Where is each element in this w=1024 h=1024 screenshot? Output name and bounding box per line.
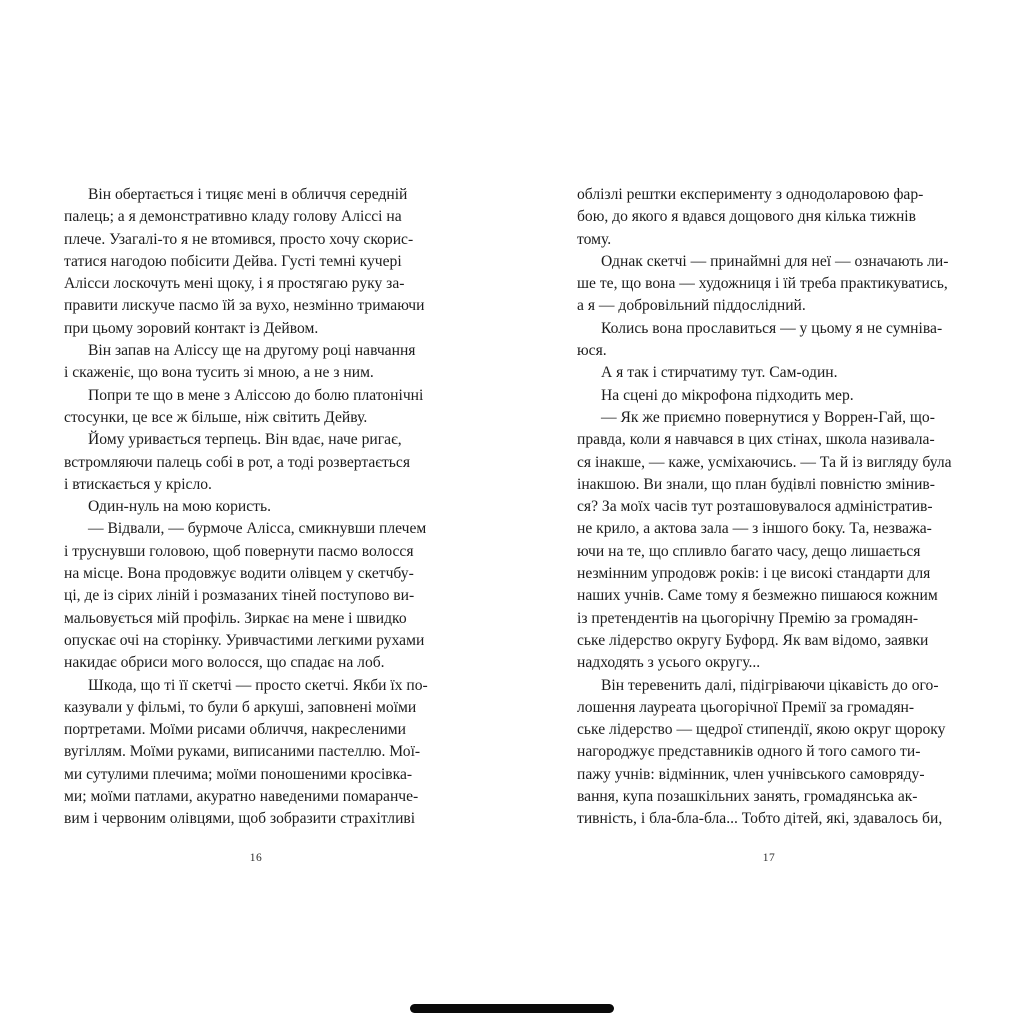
text-line: тивність, і бла-бла-бла... Тобто дітей, які, здавалось би, (577, 810, 943, 828)
text-line: На сцені до мікрофона підходить мер. (601, 386, 854, 404)
text-line: Йому уривається терпець. Він вдає, наче ригає, (88, 431, 402, 449)
text-line: вим і червоним олівцями, щоб зобразити страхітливі (64, 810, 416, 828)
page-right (577, 184, 961, 864)
text-line: Однак скетчі — принаймні для неї — означають ли- (601, 252, 949, 270)
text-line: Він обертається і тицяє мені в обличчя середній (88, 186, 408, 203)
text-line: надходять з усього округу... (577, 654, 761, 672)
text-line: ми; моїми патлами, акуратно наведеними помаранче- (64, 788, 419, 806)
text-line: облізлі рештки експерименту з однодоларовою фар- (577, 186, 924, 203)
text-line: стосунки, це все ж більше, ніж світить Дейву. (64, 408, 368, 426)
text-line: ське лідерство — щедрої стипендії, якою округ щороку (577, 721, 946, 739)
text-line: — Як же приємно повернутися у Воррен-Гай, що- (601, 408, 935, 426)
text-line: Колись вона прославиться — у цьому я не сумніва- (601, 319, 943, 337)
text-line: Один-нуль на мою користь. (88, 498, 271, 516)
text-line: ючи на те, що спливло багато часу, дещо лишається (577, 542, 921, 560)
text-line: встромляючи палець собі в рот, а тоді розвертається (64, 453, 411, 471)
text-line: Попри те що в мене з Аліссою до болю платонічні (88, 386, 424, 404)
text-line: плече. Узагалі-то я не втомився, просто хочу скорис- (64, 230, 414, 248)
text-line: ся інакше, — каже, усміхаючись. — Та й із вигляду була (577, 453, 952, 471)
text-line: пажу учнів: відмінник, член учнівського самовряду- (577, 765, 925, 783)
text-line: ше те, що вона — художниця і їй треба практикуватись, (577, 275, 948, 293)
text-line: на місце. Вона продовжує водити олівцем у скетчбу- (64, 565, 414, 583)
text-line: Алісси лоскочуть мені щоку, і я простягаю руку за- (64, 275, 405, 293)
text-line: Він запав на Аліссу ще на другому році навчання (88, 342, 416, 360)
page-right-text (577, 184, 961, 831)
page-number-left: 16 (249, 851, 263, 864)
text-line: ське лідерство округу Буфорд. Як вам відомо, заявки (577, 631, 929, 649)
text-line: А я так і стирчатиму тут. Сам-один. (601, 364, 838, 382)
text-line: незмінним упродовж років: і це високі стандарти для (577, 565, 931, 583)
text-line: — Відвали, — бурмоче Алісса, смикнувши плечем (88, 520, 427, 538)
text-line: із претендентів на цьогорічну Премію за громадян- (577, 609, 919, 627)
text-line: портретами. Моїми рисами обличчя, накресленими (64, 721, 406, 739)
text-line: бою, до якого я вдався дощового дня кілька тижнів (577, 208, 917, 226)
home-indicator[interactable] (410, 1004, 614, 1013)
text-line: інакшою. Ви знали, що план будівлі повністю змінив- (577, 475, 935, 493)
text-line: і втискається у крісло. (64, 475, 212, 493)
text-line: палець; а я демонстративно кладу голову Аліссі на (64, 208, 402, 226)
text-line: лошення лауреата цьогорічної Премії за громадян- (577, 698, 915, 716)
text-line: правда, коли я навчався в цих стінах, школа називала- (577, 431, 935, 449)
text-line: Він теревенить далі, підігріваючи цікавість до ого- (601, 676, 939, 694)
text-line: а я — добровільний піддослідний. (577, 297, 806, 315)
text-line: татися нагодою побісити Дейва. Густі темні кучері (64, 252, 402, 270)
text-line: Шкода, що ті її скетчі — просто скетчі. Якби їх по- (88, 676, 428, 694)
text-line: правити лискуче пасмо їй за вухо, незмінно тримаючи (64, 297, 425, 315)
text-line: і скаженіє, що вона тусить зі мною, а не з ним. (64, 364, 374, 382)
text-line: мальовується мій профіль. Зиркає на мене і швидко (64, 609, 407, 627)
page-number-right: 17 (762, 851, 776, 864)
text-line: і труснувши головою, щоб повернути пасмо волосся (64, 542, 414, 560)
text-line: не крило, а актова зала — з іншого боку. Та, незважа- (577, 520, 932, 538)
text-line: при цьому зоровий контакт із Дейвом. (64, 319, 319, 337)
text-line: юся. (577, 342, 607, 360)
text-line: нагороджує представників одного й того самого ти- (577, 743, 921, 761)
text-line: ми сутулими плечима; моїми поношеними кросівка- (64, 765, 413, 783)
text-line: казували у фільмі, то були б аркуші, заповнені моїми (64, 698, 417, 716)
text-line: ся? За моїх часів тут розташовувалося адміністратив- (577, 498, 933, 516)
page-left-text (64, 184, 448, 831)
text-line: вугіллям. Моїми руками, виписаними пастеллю. Мої- (64, 743, 421, 761)
text-line: наших учнів. Саме тому я безмежно пишаюся кожним (577, 587, 938, 605)
text-line: вання, купа позашкільних занять, громадянська ак- (577, 788, 918, 806)
text-line: опускає очі на сторінку. Уривчастими легкими рухами (64, 631, 425, 649)
page-left (64, 184, 448, 864)
text-line: ці, де із сірих ліній і розмазаних тіней поступово ви- (64, 587, 415, 605)
text-line: накидає обриси мого волосся, що спадає на лоб. (64, 654, 385, 672)
text-line: тому. (577, 230, 612, 248)
